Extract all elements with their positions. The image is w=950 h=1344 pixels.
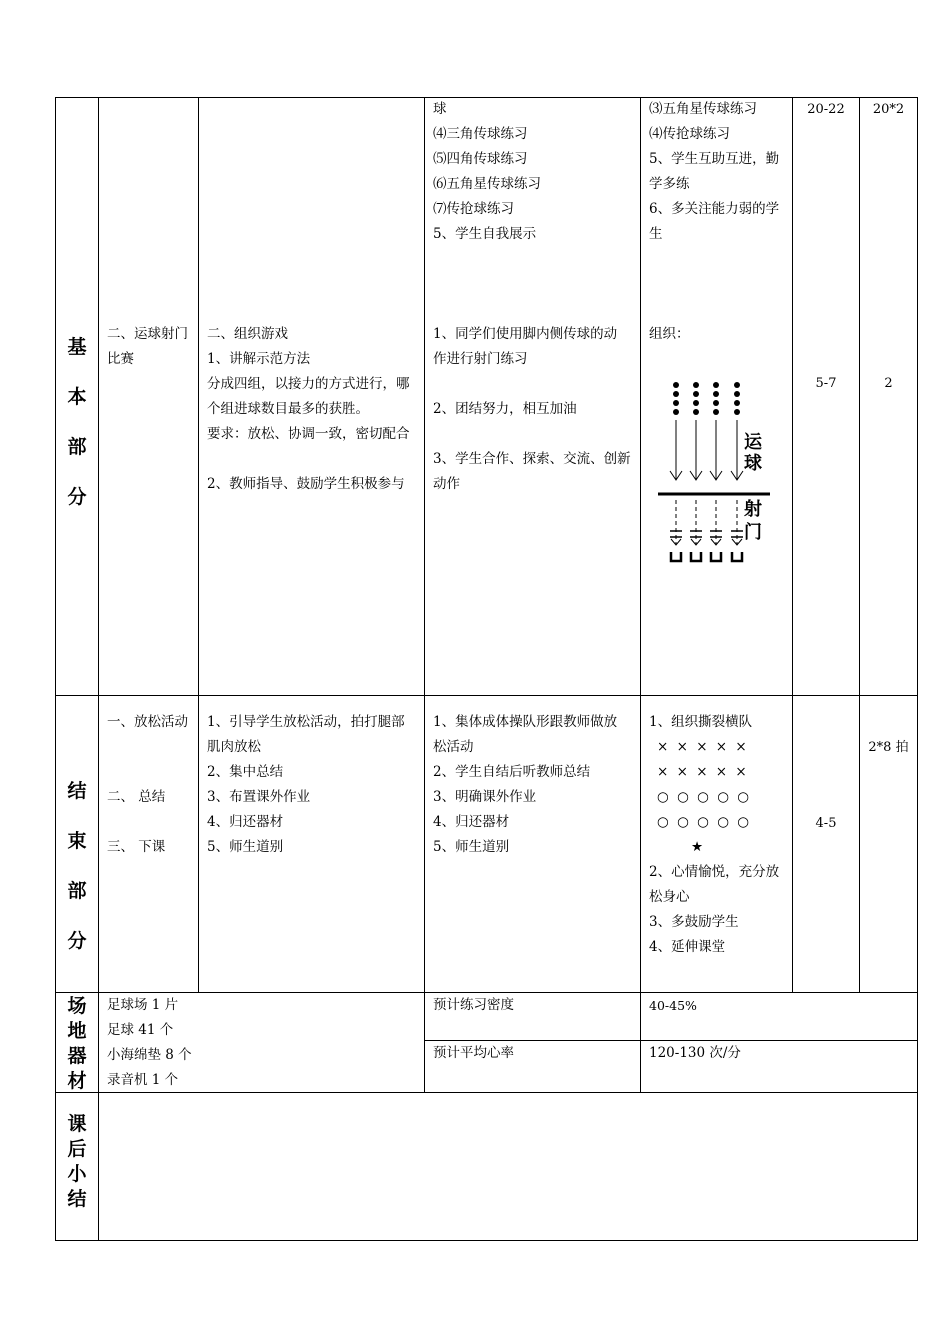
net-marks [670, 531, 743, 537]
table-border-bottom [55, 1240, 918, 1241]
density-value: 40-45% [649, 998, 697, 1013]
row-divider-ending [55, 695, 918, 696]
col-divider-1 [98, 97, 99, 1241]
shot-arrowheads [671, 539, 742, 545]
section-label-basic: 基 本 部 分 [67, 336, 87, 508]
shoot-label-2: 门 [744, 522, 762, 543]
ending-student-activity: 1、集体成体操队形跟教师做放 松活动 2、学生自结后听教师总结 3、明确课外作业 4、归还器材 5、师生道别 [433, 714, 618, 855]
ending-organization: 1、组织撕裂横队 × × × × × × × × × × ○ ○ ○ ○ ○ ○ ○ ○ ○ ○ ★ 2、心情愉悦，充分放 松身心 3、多鼓励学生 4、延伸课堂 [649, 714, 780, 955]
section-label-summary: 课 后 小 结 [67, 1113, 87, 1210]
shoot-label-1: 射 [744, 499, 762, 520]
density-label: 预计练习密度 [433, 997, 514, 1013]
game-teacher-activity: 二、组织游戏 1、讲解示范方法 分成四组，以接力的方式进行，哪 个组进球数目最多的获胜。 要求：放松、协调一致，密切配合 2、教师指导、鼓励学生积极参与 [207, 326, 410, 492]
dribble-shoot-diagram [650, 375, 790, 570]
col-divider-5 [792, 97, 793, 992]
practice-methods: 球 ⑷三角传球练习 ⑸四角传球练习 ⑹五角星传球练习 ⑺传抢球练习 5、学生自我展示 [433, 101, 541, 242]
player-columns [673, 382, 740, 415]
game-organization-label: 组织： [649, 326, 690, 342]
heart-rate-label: 预计平均心率 [433, 1045, 514, 1061]
col-divider-3 [424, 97, 425, 1093]
section-label-ending: 结 束 部 分 [67, 780, 87, 952]
dribble-label-1: 运 [744, 432, 762, 453]
ending-time: 4-5 [815, 816, 837, 831]
practice-count: 20*2 [872, 102, 905, 117]
col-divider-6 [859, 97, 860, 992]
game-time: 5-7 [815, 376, 837, 391]
practice-requirements: ⑶五角星传球练习 ⑷传抢球练习 5、学生互助互进，勤 学多练 6、多关注能力弱的学 生 [649, 101, 780, 242]
dribble-label-2: 球 [744, 453, 762, 474]
ending-count: 2*8 拍 [868, 740, 909, 755]
ending-content: 一、放松活动 二、 总结 三、 下课 [107, 714, 188, 855]
teacher-star: ★ [691, 839, 704, 855]
formation-rows: × × × × × × × × × × ○ ○ ○ ○ ○ ○ ○ ○ ○ ○ [657, 739, 752, 830]
venue-equipment-list: 足球场 1 片 足球 41 个 小海绵垫 8 个 录音机 1 个 [107, 997, 192, 1088]
section-label-venue: 场 地 器 材 [67, 995, 87, 1092]
game-student-activity: 1、同学们使用脚内侧传球的动 作进行射门练习 2、团结努力，相互加油 3、学生合作、探索、交流、创新 动作 [433, 326, 631, 492]
goals [671, 552, 742, 561]
game-count: 2 [884, 376, 893, 391]
shot-arrows [676, 500, 737, 545]
practice-time: 20-22 [807, 102, 845, 117]
col-divider-2 [198, 97, 199, 992]
dribble-arrows [670, 420, 743, 480]
ending-teacher-activity: 1、引导学生放松活动，拍打腿部 肌肉放松 2、集中总结 3、布置课外作业 4、归还器材 5、师生道别 [207, 714, 405, 855]
game-content: 二、运球射门 比赛 [107, 326, 188, 367]
heart-rate-value: 120-130 次/分 [649, 1045, 741, 1061]
table-border-left [55, 97, 56, 1241]
table-border-right [917, 97, 918, 1241]
col-divider-4 [640, 97, 641, 1093]
